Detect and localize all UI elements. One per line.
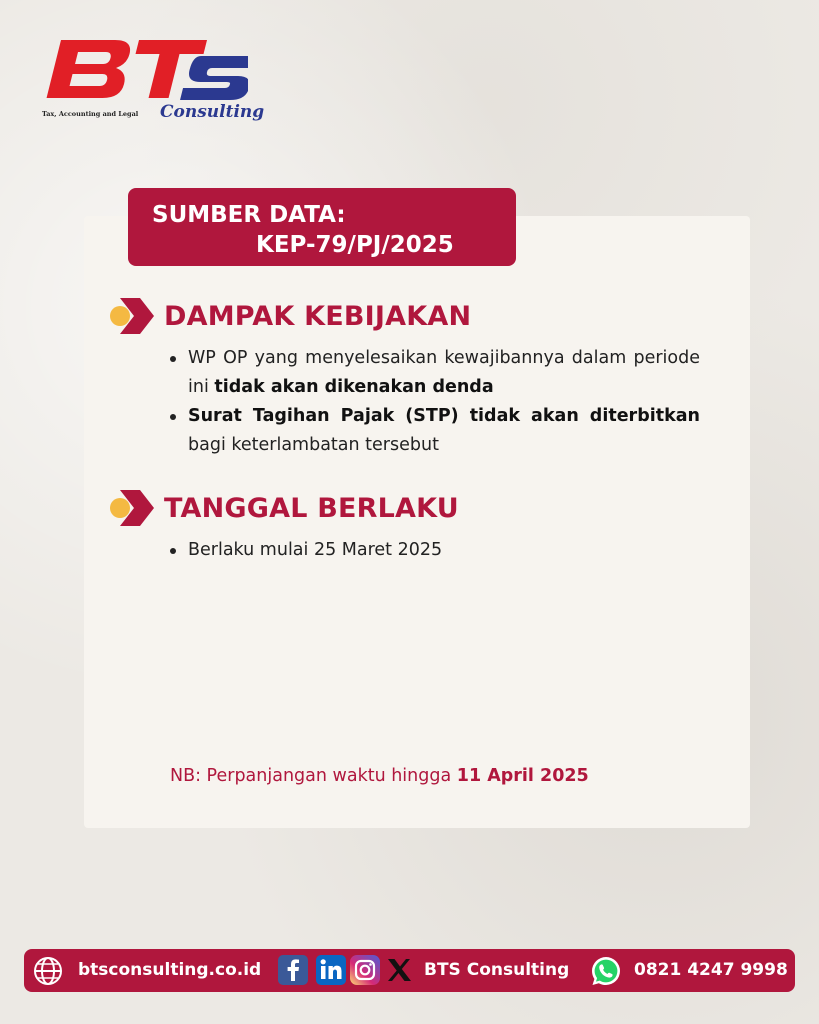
logo-consulting-text: Consulting [160, 102, 265, 122]
source-label-line1: SUMBER DATA: [152, 202, 346, 228]
arrow-marker-icon [110, 298, 156, 334]
dampak-points [168, 344, 700, 460]
tanggal-points [168, 536, 700, 565]
section-dampak-kebijakan [110, 296, 471, 336]
source-label-line2: KEP-79/PJ/2025 [256, 232, 454, 258]
social-account-name[interactable]: BTS Consulting [424, 960, 570, 980]
instagram-icon[interactable] [350, 955, 380, 985]
section-title: DAMPAK KEBIJAKAN [164, 300, 472, 332]
list-item: WP OP yang menyelesaikan kewajibannya dalam periode ini tidak akan dikenakan denda [168, 344, 700, 402]
footer-bar [24, 949, 795, 992]
list-item: Berlaku mulai 25 Maret 2025 [168, 536, 700, 565]
facebook-icon[interactable] [278, 955, 308, 985]
linkedin-icon[interactable] [316, 955, 346, 985]
whatsapp-icon[interactable] [590, 955, 622, 987]
note-text: NB: Perpanjangan waktu hingga 11 April 2025 [170, 766, 589, 786]
bts-logo [38, 36, 265, 128]
section-title: TANGGAL BERLAKU [164, 492, 459, 524]
website-link[interactable]: btsconsulting.co.id [78, 960, 262, 980]
list-item: Surat Tagihan Pajak (STP) tidak akan diterbitkan bagi keterlambatan tersebut [168, 402, 700, 460]
section-tanggal-berlaku [110, 488, 459, 528]
phone-number[interactable]: 0821 4247 9998 [634, 960, 788, 980]
arrow-marker-icon [110, 490, 156, 526]
source-label [128, 188, 516, 266]
bts-logo-mark [38, 36, 248, 112]
x-icon[interactable] [386, 955, 412, 985]
globe-icon [32, 955, 64, 987]
logo-tagline: Tax, Accounting and Legal [42, 110, 139, 118]
